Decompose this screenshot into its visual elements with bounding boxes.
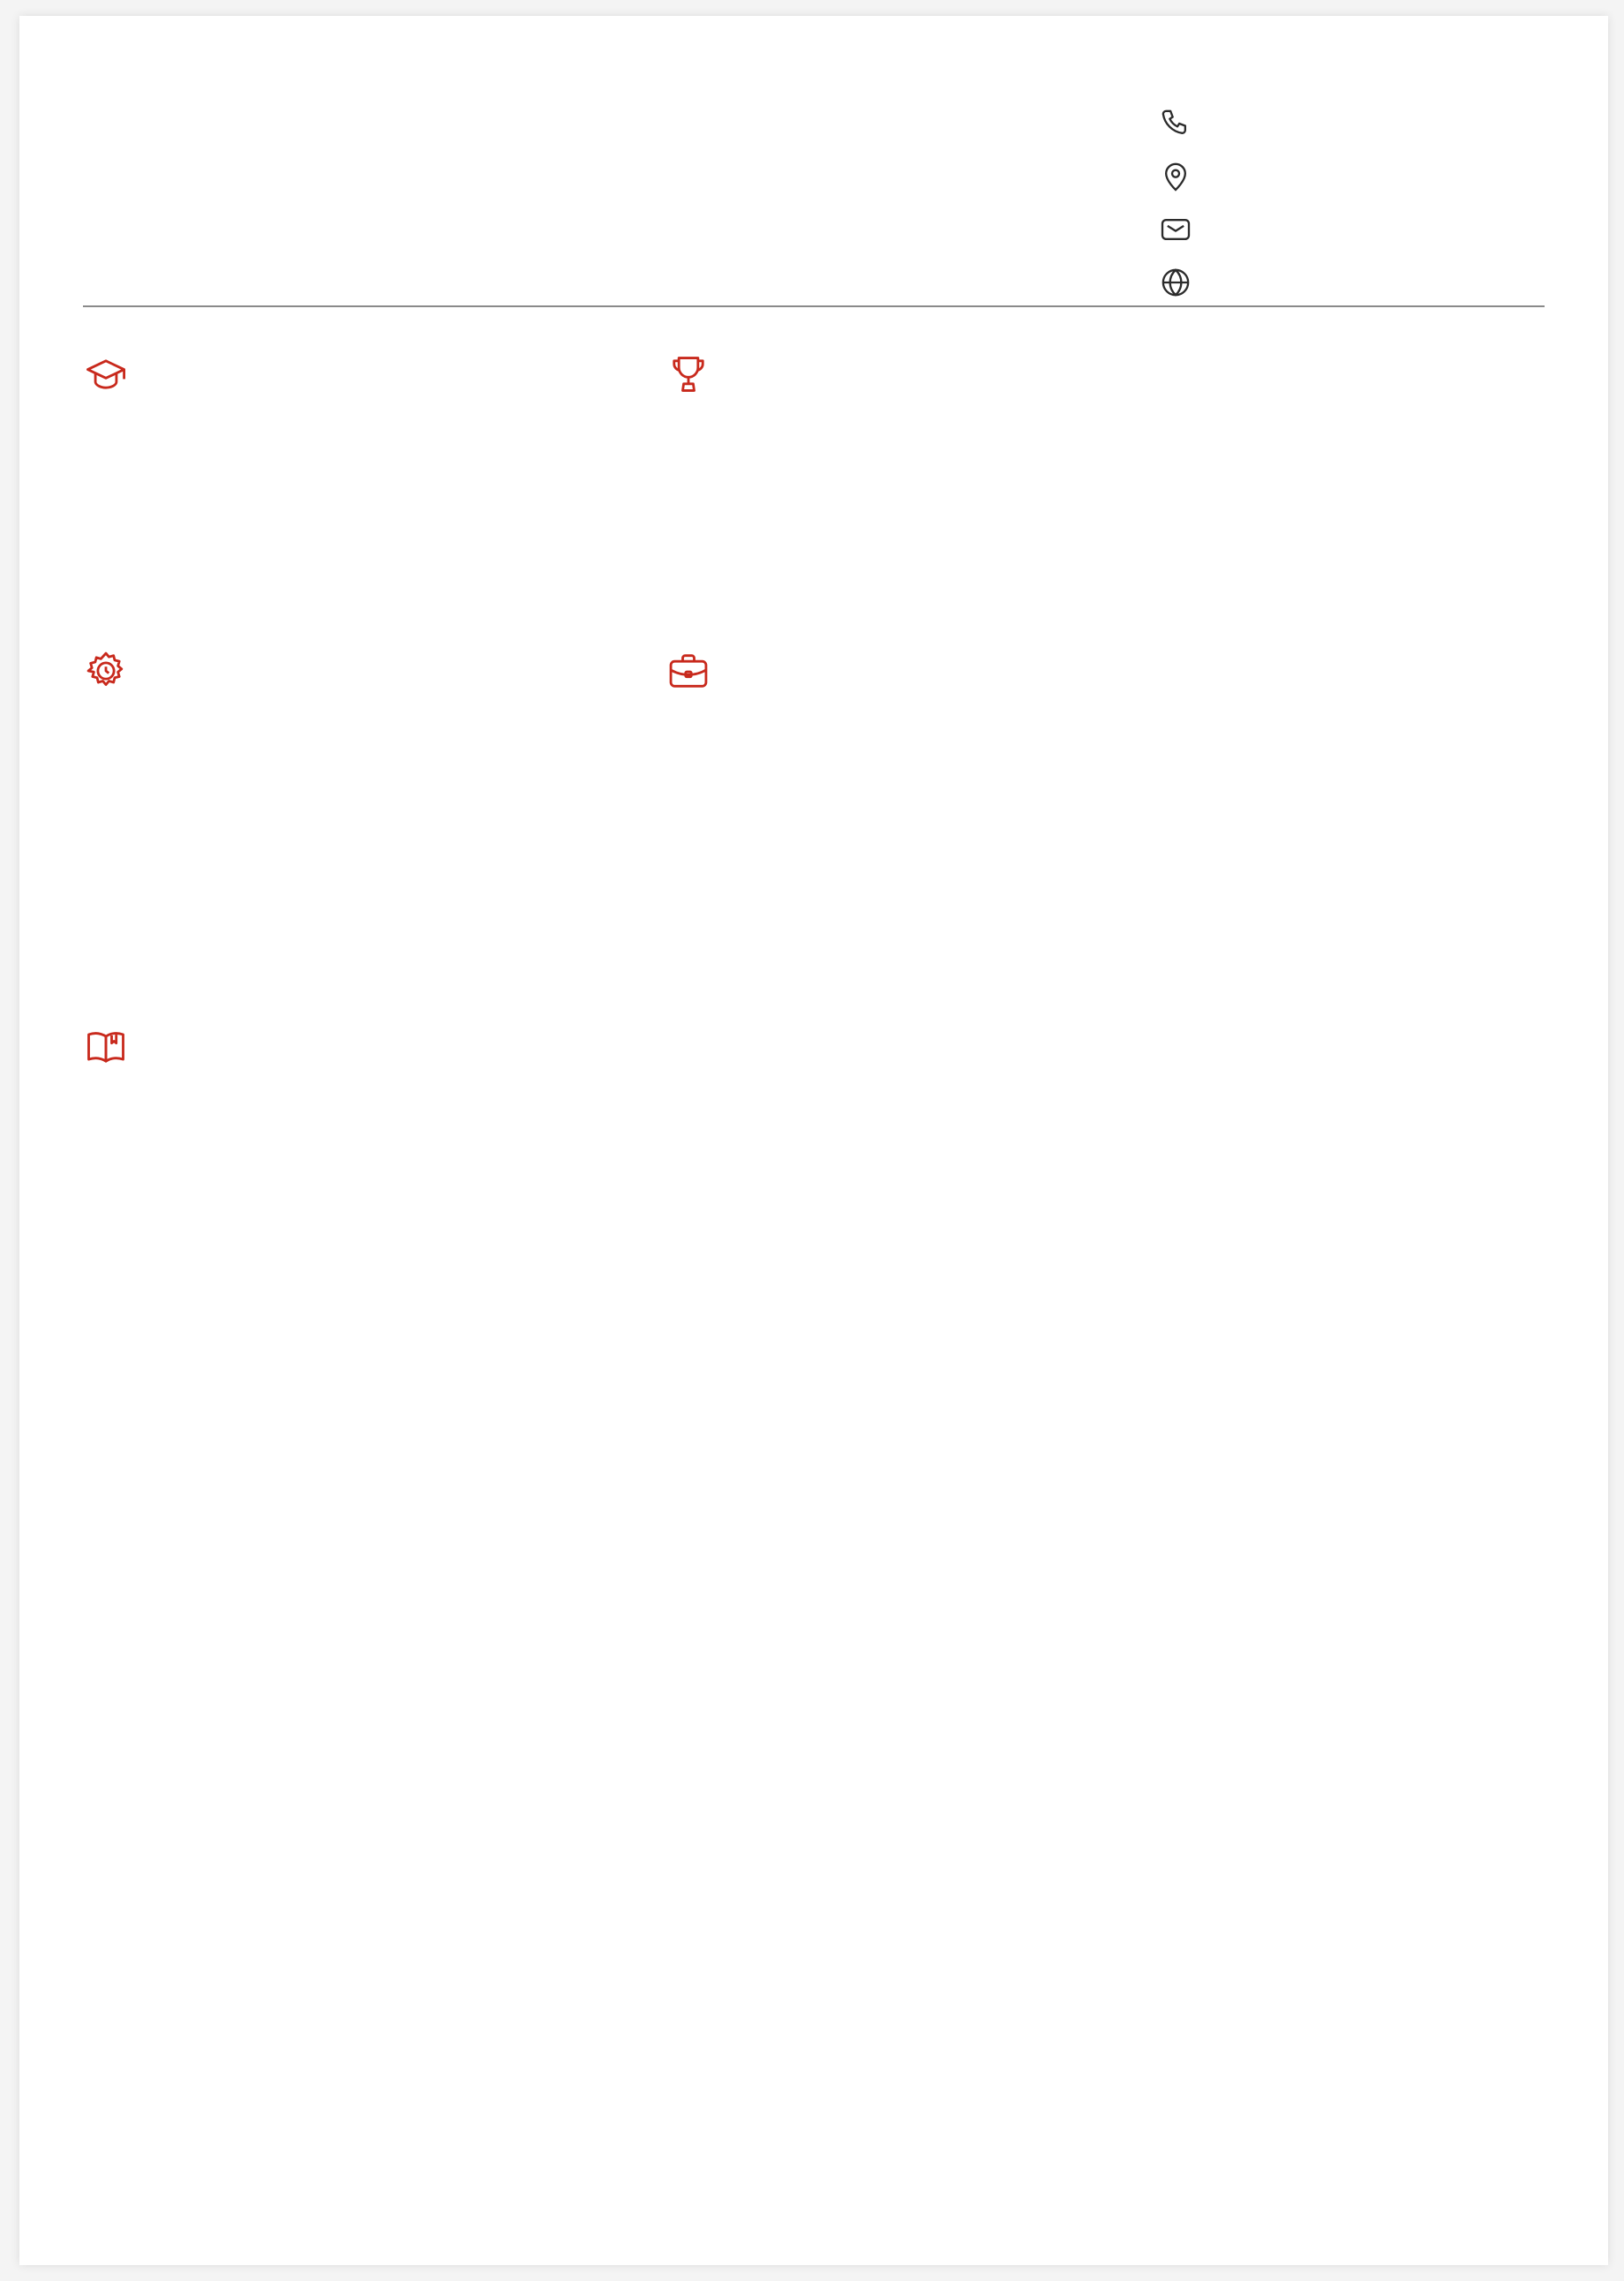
contact-location xyxy=(1158,150,1564,203)
header-divider xyxy=(83,305,1545,307)
gear-clock-icon xyxy=(83,648,129,694)
experience-heading xyxy=(665,646,729,696)
education-heading xyxy=(83,350,147,399)
location-icon xyxy=(1158,159,1193,194)
contact-email xyxy=(1158,203,1564,256)
contact-phone xyxy=(1158,97,1564,150)
globe-icon xyxy=(1158,265,1193,300)
objective-heading xyxy=(665,350,729,399)
certificates-heading xyxy=(83,1022,147,1072)
resume-page xyxy=(19,16,1608,2265)
contact-website xyxy=(1158,256,1564,309)
phone-icon xyxy=(1158,106,1193,141)
briefcase-icon xyxy=(665,648,711,694)
email-icon xyxy=(1158,212,1193,247)
graduation-cap-icon xyxy=(83,351,129,397)
skills-heading xyxy=(83,646,147,696)
contact-list xyxy=(1158,97,1564,309)
trophy-icon xyxy=(665,351,711,397)
open-book-icon xyxy=(83,1024,129,1070)
